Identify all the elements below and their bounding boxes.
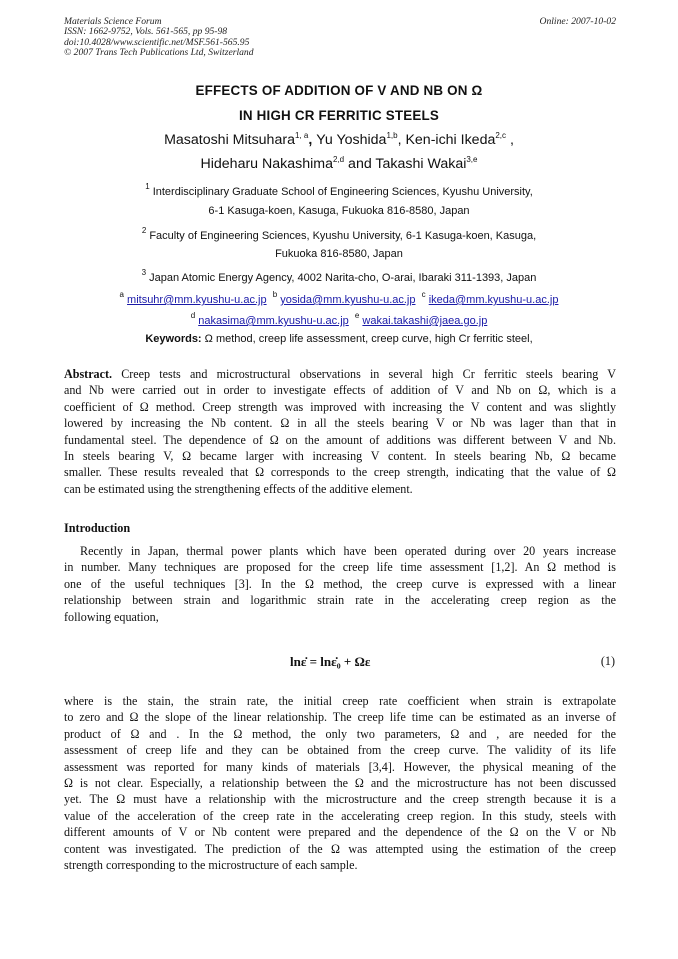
abstract-line: can be estimated using the strengthening effects of the additive element.	[64, 481, 413, 496]
authors-line-1	[0, 131, 678, 148]
abstract-line: and Nb were carried out in order to investigate effects of addition of V and Nb on Ω, which is a	[64, 383, 616, 398]
author-name: Yu Yoshida	[316, 132, 387, 148]
authors-line-2	[0, 155, 678, 172]
paragraph-line: following equation,	[64, 609, 159, 624]
paragraph-line: Recently in Japan, thermal power plants which have been operated during over 20 years increase	[80, 544, 616, 558]
affiliation-3-line-1: $^3$ Japan Atomic Energy Agency, 4002 Narita-cho, O-arai, Ibaraki 311-1393, Japan	[141, 268, 537, 284]
journal-header	[64, 17, 616, 59]
online-date: Online: 2007-10-02	[539, 16, 616, 27]
email-line-2: $^d$ nakasima@mm.kyushu-u.ac.jp $^e$ wakai.takashi@jaea.go.jp	[190, 311, 488, 327]
paragraph-line: assessment of creep life and they can be obtained from the creep curve. The validity of its life	[64, 743, 616, 758]
paragraph-line: value of the acceleration of the creep rate in the accelerating creep region. In this study, steels with	[64, 808, 616, 823]
author-affiliation-mark: 3,e	[466, 155, 478, 164]
author-separator: ,	[397, 132, 406, 148]
affiliation-2-line-2: Fukuoka 816-8580, Japan	[275, 248, 403, 260]
intro-paragraph-1	[64, 543, 616, 625]
author-conjunction: and	[344, 156, 376, 172]
paragraph-line: to zero and Ω the slope of the linear relationship. The creep life time can be estimated as an inverse of	[64, 710, 616, 725]
paragraph-line: Ω is not clear. Especially, a relationship between the Ω and the microstructure has not been discussed	[64, 776, 616, 791]
paragraph-line: content was investigated. The prediction of the Ω was attempted using the estimation of the creep	[64, 841, 616, 856]
keywords	[0, 333, 678, 345]
author-name: Ken-ichi Ikeda	[405, 132, 496, 148]
email-line-1: $^a$ mitsuhr@mm.kyushu-u.ac.jp $^b$ yosida@mm.kyushu-u.ac.jp $^c$ ikeda@mm.kyushu-u.ac.jp	[119, 290, 559, 306]
paragraph-line: where is the stain, the strain rate, the initial creep rate coefficient when strain is extrapolate	[64, 694, 616, 708]
abstract-line: Abstract. Creep tests and microstructural observations in several high Cr ferritic steels bearing V	[64, 367, 616, 381]
author-name: Hideharu Nakashima	[200, 156, 333, 172]
email-link[interactable]: ikeda@mm.kyushu-u.ac.jp	[428, 294, 559, 306]
journal-name: Materials Science Forum	[64, 16, 162, 27]
paragraph-line: different amounts of V or Nb content were prepared and the dependence of the Ω on the V or Nb	[64, 825, 616, 840]
title-line-2: IN HIGH CR FERRITIC STEELS	[238, 108, 440, 123]
issn-line: ISSN: 1662-9752, Vols. 561-565, pp 95-98	[64, 26, 228, 38]
abstract-line: In steels bearing V, Ω became larger with increasing V content. In steels bearing Nb, Ω became	[64, 449, 616, 464]
email-link[interactable]: mitsuhr@mm.kyushu-u.ac.jp	[127, 294, 267, 306]
copyright-line: © 2007 Trans Tech Publications Ltd, Switzerland	[64, 47, 254, 59]
abstract-line: lowered by increasing the Nb content. Ω in all the steels bearing V or Nb was lager than that in	[64, 416, 616, 431]
abstract-label: Abstract.	[64, 367, 113, 381]
paragraph-line: one of the useful techniques [3]. In the Ω method, the creep curve is expressed with a linear	[64, 576, 616, 591]
author-affiliation-mark: 2,c	[495, 131, 507, 140]
author-affiliation-mark: 1,b	[386, 131, 398, 140]
author-separator: ,	[506, 132, 514, 148]
paragraph-line: strength corresponding to the microstructure of each sample.	[64, 858, 358, 873]
affiliation-1-line-2: 6-1 Kasuga-koen, Kasuga, Fukuoka 816-8580, Japan	[208, 205, 470, 217]
author-affiliation-mark: 2,d	[332, 155, 345, 164]
email-link[interactable]: nakasima@mm.kyushu-u.ac.jp	[198, 315, 349, 327]
affiliation-mark: 2	[141, 226, 147, 235]
affiliation-mark: 3	[141, 268, 147, 277]
affiliation-2-line-1: $^2$ Faculty of Engineering Sciences, Kyushu University, 6-1 Kasuga-koen, Kasuga,	[141, 226, 537, 242]
abstract-line: fundamental steel. The dependence of Ω on the amount of additions was different between V and Nb.	[64, 432, 616, 447]
paragraph-line: relationship between strain and logarithmic strain rate in the accelerating creep region as the	[64, 593, 616, 608]
keywords-text: Ω method, creep life assessment, creep curve, high Cr ferritic steel,	[201, 333, 533, 345]
author-name: Takashi Wakai	[375, 156, 467, 172]
intro-paragraph-2	[64, 693, 616, 873]
keywords-label: Keywords:	[145, 333, 202, 345]
paragraph-line: assessment was reported for many kinds of materials [3,4]. However, the physical meaning of the	[64, 759, 616, 774]
abstract-line: smaller. These results revealed that Ω corresponds to the creep strength, indicating that the value of Ω	[64, 465, 616, 480]
author-separator: ,	[308, 132, 317, 148]
email-link[interactable]: yosida@mm.kyushu-u.ac.jp	[280, 294, 416, 306]
affiliation-1-line-1: $^1$ Interdisciplinary Graduate School of Engineering Sciences, Kyushu University,	[145, 182, 533, 198]
abstract-line: coefficient of Ω method. Creep strength was improved with increasing the V content and was slightly	[64, 399, 616, 414]
paragraph-line: in number. Many techniques are proposed for the creep life time assessment [1,2]. An Ω method is	[64, 560, 616, 575]
author-name: Masatoshi Mitsuhara	[164, 132, 295, 148]
abstract	[64, 366, 616, 497]
paragraph-line: yet. The Ω must have a relationship with the microstructure and the creep strength because it is a	[64, 792, 616, 807]
email-link[interactable]: wakai.takashi@jaea.go.jp	[362, 315, 488, 327]
equation-number: (1)	[600, 654, 615, 668]
affiliation-mark: 1	[145, 182, 150, 191]
author-affiliation-mark: 1, a	[294, 131, 309, 140]
doi-line: doi:10.4028/www.scientific.net/MSF.561-565.95	[64, 36, 250, 48]
title-line-1: EFFECTS OF ADDITION OF V AND NB ON Ω	[195, 83, 483, 98]
paragraph-line: product of Ω and . In the Ω method, the only two parameters, Ω and , are needed for the	[64, 726, 616, 741]
equation-formula: lnε̇ = lnε̇₀ + Ωε	[290, 654, 371, 669]
section-heading-introduction: Introduction	[64, 521, 131, 535]
